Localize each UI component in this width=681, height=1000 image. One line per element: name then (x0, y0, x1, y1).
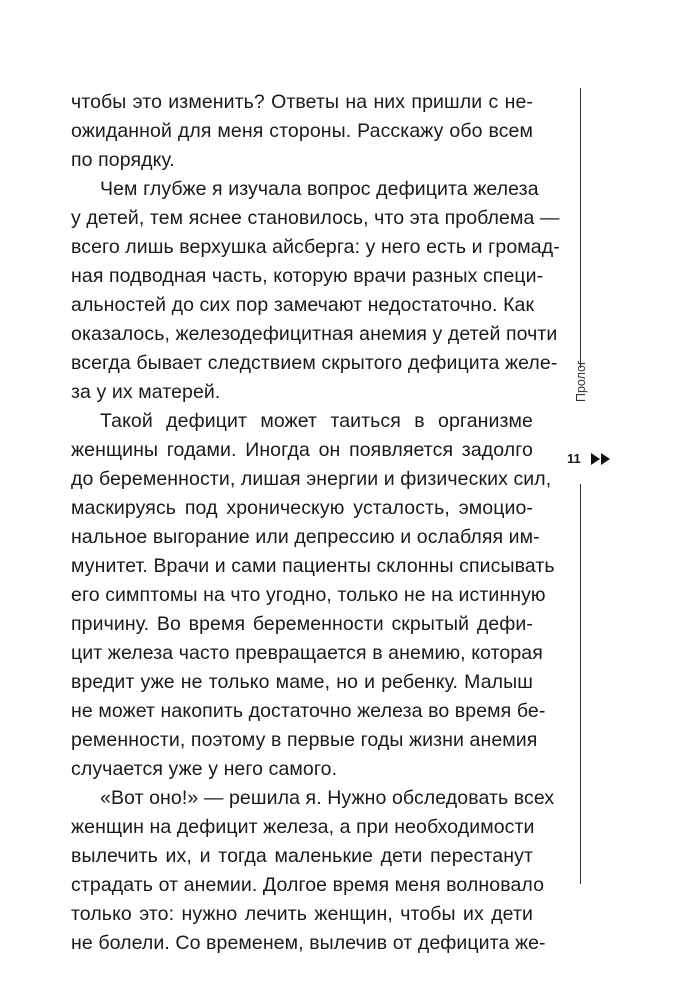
text-line: женщины годами. Иногда он появляется задолго (71, 439, 533, 461)
text-line: вредит уже не только маме, но и ребенку. Малыш (71, 671, 533, 693)
text-line: его симптомы на что угодно, только не на истинную (71, 584, 546, 606)
text-line: не может накопить достаточно железа во время бе- (71, 700, 546, 722)
text-line: нальное выгорание или депрессию и ослабляя им- (71, 526, 540, 548)
text-line: Чем глубже я изучала вопрос дефицита железа (100, 178, 539, 200)
text-line: случается уже у него самого. (71, 758, 338, 780)
text-line: ременности, поэтому в первые годы жизни анемия (71, 729, 538, 751)
text-line: женщин на дефицит железа, а при необходимости (71, 816, 535, 838)
text-line: ная подводная часть, которую врачи разных специ- (71, 265, 544, 287)
text-line: у детей, тем яснее становилось, что эта проблема — (71, 207, 560, 229)
text-line: чтобы это изменить? Ответы на них пришли с не- (71, 91, 533, 113)
page-number: 11 (567, 451, 581, 466)
text-line: Такой дефицит может таиться в организме (100, 410, 533, 432)
text-line: оказалось, железодефицитная анемия у детей почти (71, 323, 558, 345)
text-line: всего лишь верхушка айсберга: у него есть и громад- (71, 236, 560, 258)
text-line: только это: нужно лечить женщин, чтобы их дети (71, 903, 533, 925)
margin-rule-bottom (580, 484, 581, 884)
text-line: до беременности, лишая энергии и физических сил, (71, 468, 552, 490)
margin-rule-top (580, 88, 581, 368)
running-head: Пролог (574, 360, 588, 402)
text-line: за у их матерей. (71, 381, 221, 403)
text-line: не болели. Со временем, вылечив от дефицита же- (71, 932, 546, 954)
text-line: цит железа часто превращается в анемию, которая (71, 642, 543, 664)
text-line: причину. Во время беременности скрытый дефи- (71, 613, 533, 635)
text-line: «Вот оно!» — решила я. Нужно обследовать всех (100, 787, 555, 809)
text-line: по порядку. (71, 149, 175, 171)
text-line: альностей до сих пор замечают недостаточно. Как (71, 294, 535, 316)
text-line: всегда бывает следствием скрытого дефицита желе- (71, 352, 558, 374)
text-line: маскируясь под хроническую усталость, эмоцио- (71, 497, 533, 519)
text-line: ожиданной для меня стороны. Расскажу обо всем (71, 120, 533, 142)
text-line: мунитет. Врачи и сами пациенты склонны списывать (71, 555, 555, 577)
text-line: вылечить их, и тогда маленькие дети перестанут (71, 845, 533, 867)
double-chevron-right-icon (591, 453, 611, 465)
text-line: страдать от анемии. Долгое время меня волновало (71, 874, 545, 896)
